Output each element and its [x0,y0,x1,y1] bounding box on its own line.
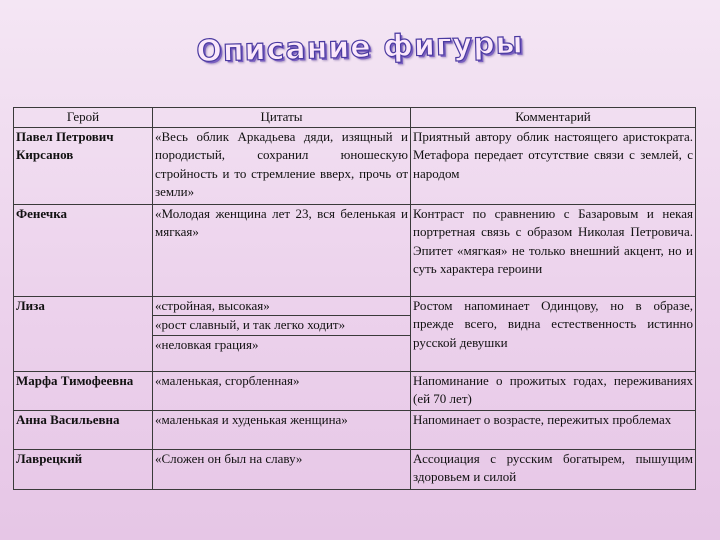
quote-cell [153,449,411,489]
quote-text: «Сложен он был на славу» [155,450,303,466]
quote-text: «Молодая женщина лет 23, вся беленькая и мягкая» [155,205,408,239]
quote-text: «маленькая, сгорбленная» [155,372,300,388]
hero-cell: Марфа Тимофеевна [14,371,153,410]
comment-cell: Приятный автору облик настоящего аристократа. Метафора передает отсутствие связи с землей, с народом [411,127,696,204]
hero-cell: Павел Петрович Кирсанов [14,127,153,204]
quote-text: «неловкая грация» [155,336,259,352]
quote-cell [153,127,411,204]
description-table [13,107,696,490]
table-row [14,371,696,410]
comment-cell: Напоминает о возрасте, пережитых проблемах [411,410,696,449]
table-row [14,296,696,371]
table-row [14,127,696,204]
quote-text: «стройная, высокая» [153,297,410,317]
column-header-comment: Комментарий [411,108,696,128]
comment-cell: Ростом напоминает Одинцову, но в образе, прежде всего, видна естественность истинно русской девушки [411,296,696,371]
table-row [14,449,696,489]
quote-cell [153,371,411,410]
column-header-quotes: Цитаты [153,108,411,128]
quote-cell [153,204,411,296]
hero-cell: Лаврецкий [14,449,153,489]
table-row [14,410,696,449]
table-header-row [14,108,696,128]
comment-cell: Контраст по сравнению с Базаровым и некая портретная связь с образом Николая Петровича. Эпитет «мягкая» не только внешний акцент, но и суть характера героини [411,204,696,296]
quote-text: «рост славный, и так легко ходит» [153,316,410,336]
quote-cell [153,410,411,449]
table-row [14,204,696,296]
quote-cell [153,296,411,371]
comment-cell: Напоминание о прожитых годах, переживаниях (ей 70 лет) [411,371,696,410]
hero-cell: Фенечка [14,204,153,296]
comment-cell: Ассоциация с русским богатырем, пышущим здоровьем и силой [411,449,696,489]
column-header-hero: Герой [14,108,153,128]
hero-cell: Анна Васильевна [14,410,153,449]
quote-text: «Весь облик Аркадьева дяди, изящный и породистый, сохранил юношескую стройность и то стремление вверх, прочь от земли» [155,128,408,199]
quote-text: «маленькая и худенькая женщина» [155,411,348,427]
hero-cell: Лиза [14,296,153,371]
page-title: Описание фигуры [195,25,525,70]
